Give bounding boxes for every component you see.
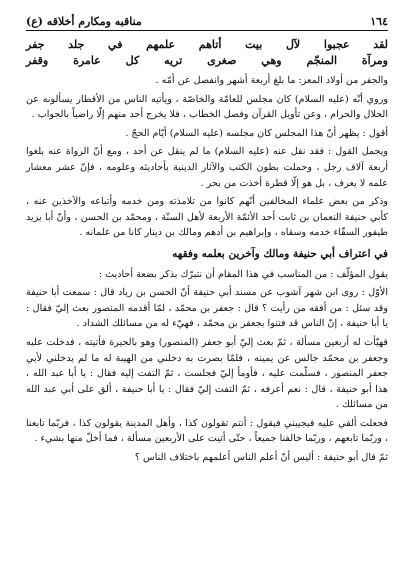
section-paragraph-3: فهيّأت له أربعين مسألة ، ثمّ بعث إليّ أبو جعفر (المنصور) وهو بالحيرة فأتيته ، فدخلت عليه وجعفر بن محمّد جالس عن يمينه ، فلمّا بصرت به دخلني من الهيبة له ما لم يدخلني لأبي جعفر المنصور ، فسلّمت عليه ، فأومأ إليّ فجلست ، ثمّ التفت إليه فقال : يا أبا عبد الله ، هذا أبو حنيفة ، قال : نعم أعرفه ، ثمّ التفت إليّ فقال : يا أبا حنيفة ، ألق على أبي عبد الله من مسائلك . [26, 336, 388, 411]
paragraph-5: وذكر من بعض علماء المخالفين أنّهم كانوا من تلامذته ومن خدمه وأتباعه والآخذين عنه ، كأبي حنيفة النعمان بن ثابت أحد الأئمّة الأربعة لأهل السنّة ، ومحمّد بن الحسن ، وأنّ أبا يزيد طيفور السقّاء خدمه وسقاه ، وإبراهيم بن أدهم ومالك بن دينار كانا من غلمانه . [26, 196, 388, 239]
section-paragraph-1: يقول المؤلّف : من المناسب في هذا المقام أن نتبرّك بذكر بضعة أحاديث : [98, 268, 388, 280]
section-paragraph-2: الأوّل : روى ابن شهر آشوب عن مسند أبي حنيفة أنّ الحسن بن زياد قال : سمعت أبا حنيفة وقد سئل : من أفقه من رأيت ؟ قال : جعفر بن محمّد ، لمّا أقدمه المنصور بعث إليّ فقال : يا أبا حنيفة ، إنّ الناس قد فتنوا بجعفر بن محمّد ، فهيّء له من مسائلك الشداد . [26, 287, 388, 330]
paragraph-2: وروي أنّه (عليه السلام) كان مجلس للعامّة والخاصّة ، ويأتيه الناس من الأقطار يسألونه عن الحلال والحرام ، وعن تأويل القرآن وفصل الخطاب ، فلا يخرج أحد منهم إلّا راضياً بالجواب . [26, 93, 388, 121]
section-title: في اعتراف أبي حنيفة ومالك وآخرين بعلمه وفقهه [172, 247, 388, 260]
section-paragraph-4: فجعلت ألقي عليه فيجيبني فيقول : أنتم تقولون كذا ، وأهل المدينة يقولون كذا ، فربّما تابعنا ، وربّما تابعهم ، وربّما خالفنا جميعاً ، حتّى أتيت على الأربعين مسألة ، فما أخلّ منها بشيء . [26, 417, 388, 445]
paragraph-4: ويجمل القول : فقد نقل عنه (عليه السلام) ما لم ينقل عن أحد ، ومع أنّ الرواة عنه بلغوا أربعة آلاف رجل ، وحملت بطون الكتب والآثار الدينية بأحاديثه وعلومه ، فإنّ عشر معشار علمه لا يعرف ، بل هو إلّا قطرة أخذت من بحر . [26, 146, 388, 189]
header-rule [26, 30, 388, 31]
running-title: مناقبه ومكارم أخلاقه (ع) [26, 15, 142, 28]
verse-line-1: لقد عجبوا لآل بيت أتاهم علمهم في جلد جفر [26, 38, 388, 51]
poem-verse [26, 37, 388, 69]
page-number: ١٦٤ [370, 15, 388, 28]
page-header [26, 8, 388, 28]
paragraph-1: والجفر من أولاد المعز: ما بلغ أربعة أشهر وانفصل عن أمّه . [155, 75, 388, 86]
section-paragraph-5: ثمّ قال أبو حنيفة : أليس أنّ أعلم الناس أعلمهم باختلاف الناس ؟ [134, 452, 388, 464]
page-content [26, 37, 388, 466]
verse-line-2: ومرآة المنجّم وهي صغرى تريه كل عامرة وقفر [26, 54, 388, 67]
paragraph-3: أقول : يظهر أنّ هذا المجلس كان مجلسه (عليه السلام) أيّام الحجّ . [125, 127, 388, 139]
